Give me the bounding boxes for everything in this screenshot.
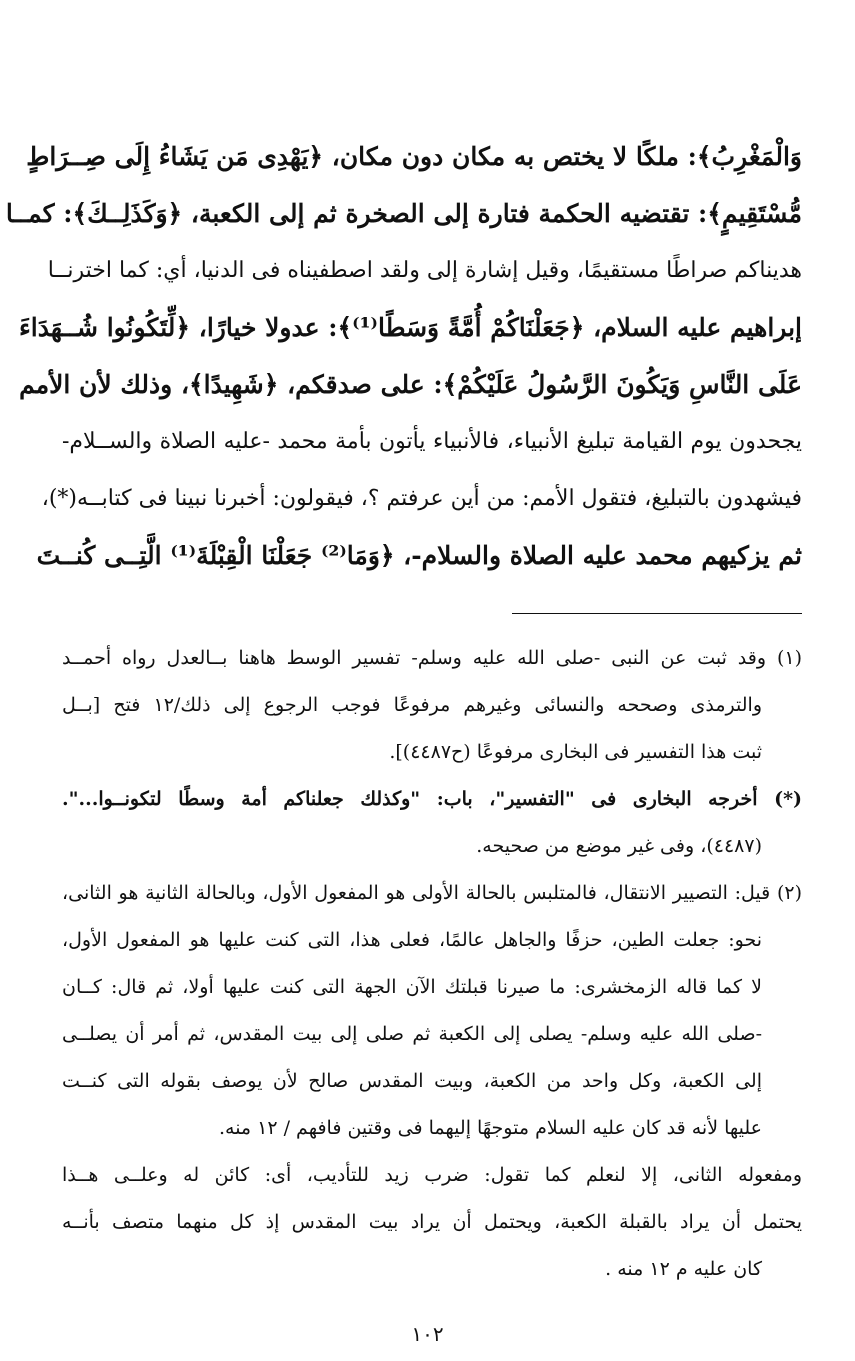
page-number: ١٠٢ <box>411 1322 444 1346</box>
footnote-line: ومفعوله الثانى، إلا لنعلم كما تقول: ضرب زيد للتأديب، أى: كائن له وعلــى هــذا <box>62 1164 802 1186</box>
footnote-line: لا كما قاله الزمخشرى: ما صيرنا قبلتك الآن الجهة التى كنت عليها أولا، ثم قال: كــان <box>62 976 762 998</box>
main-line: هديناكم صراطًا مستقيمًا، وقيل إشارة إلى ولقد اصطفيناه فى الدنيا، أي: كما اخترنــا <box>47 258 802 283</box>
footnotes <box>62 635 802 1293</box>
main-text <box>5 128 802 584</box>
footnote-line: -صلى الله عليه وسلم- يصلى إلى الكعبة ثم صلى إلى بيت المقدس، ثم أمر أن يصلــى <box>62 1023 762 1045</box>
footnote-line: (٢) قيل: التصيير الانتقال، فالمتلبس بالحالة الأولى هو المفعول الأول، وبالحالة الثانية هو الثانى، <box>62 882 802 904</box>
footnote-line: يحتمل أن يراد بالقبلة الكعبة، ويحتمل أن يراد بيت المقدس إذ كل منهما متصف بأنــه <box>62 1211 802 1233</box>
footnote-line: كان عليه م ١٢ منه . <box>605 1258 762 1280</box>
main-line: عَلَى النَّاسِ وَيَكُونَ الرَّسُولُ عَلَيْكُمْ﴾: على صدقكم، ﴿شَهِيدًا﴾، وذلك لأن الأمم <box>19 370 802 399</box>
main-line: مُّسْتَقِيمٍ﴾: تقتضيه الحكمة فتارة إلى الصخرة ثم إلى الكعبة، ﴿وَكَذَلِــكَ﴾: كمــا <box>5 199 802 228</box>
footnote-line: (*) أخرجه البخارى فى "التفسير"، باب: "وكذلك جعلناكم أمة وسطًا لتكونــوا...". <box>62 788 802 810</box>
footnote-line: عليها لأنه قد كان عليه السلام متوجهًا إليهما فى وقتين فافهم / ١٢ منه. <box>218 1117 762 1139</box>
footnote-line: ثبت هذا التفسير فى البخارى مرفوعًا (ح٤٤٨٧)]. <box>389 741 762 763</box>
main-line: ثم يزكيهم محمد عليه الصلاة والسلام-، ﴿وَمَا⁽²⁾ جَعَلْنَا الْقِبْلَةَ⁽¹⁾ الَّتِــى كُنــتَ <box>36 541 802 570</box>
footnote-line: والترمذى وصححه والنسائى وغيرهم مرفوعًا فوجب الرجوع إلى ذلك/١٢ فتح [بــل <box>62 694 762 716</box>
main-line: وَالْمَغْرِبُ﴾: ملكًا لا يختص به مكان دون مكان، ﴿يَهْدِى مَن يَشَاءُ إِلَى صِــرَاطٍ <box>26 142 802 171</box>
footnote-separator <box>512 613 802 614</box>
footnote-line: (٤٤٨٧)، وفى غير موضع من صحيحه. <box>476 835 762 857</box>
main-line: إبراهيم عليه السلام، ﴿جَعَلْنَاكُمْ أُمَّةً وَسَطًا⁽¹⁾﴾: عدولا خيارًا، ﴿لِّتَكُونُوا شُــهَدَاءَ <box>19 313 802 342</box>
footnote-line: إلى الكعبة، وكل واحد من الكعبة، وبيت المقدس صالح لأن يوصف بقوله التى كنــت <box>62 1070 762 1092</box>
main-line: فيشهدون بالتبليغ، فتقول الأمم: من أين عرفتم ؟، فيقولون: أخبرنا نبينا فى كتابــه(*)، <box>41 486 802 511</box>
footnote-line: (١) وقد ثبت عن النبى -صلى الله عليه وسلم- تفسير الوسط هاهنا بــالعدل رواه أحمــد <box>62 647 802 669</box>
footnote-line: نحو: جعلت الطين، حزفًا والجاهل عالمًا، فعلى هذا، التى كنت عليها هو المفعول الأول، <box>62 929 762 951</box>
main-line: يجحدون يوم القيامة تبليغ الأنبياء، فالأنبياء يأتون بأمة محمد -عليه الصلاة والســلام- <box>62 429 802 454</box>
